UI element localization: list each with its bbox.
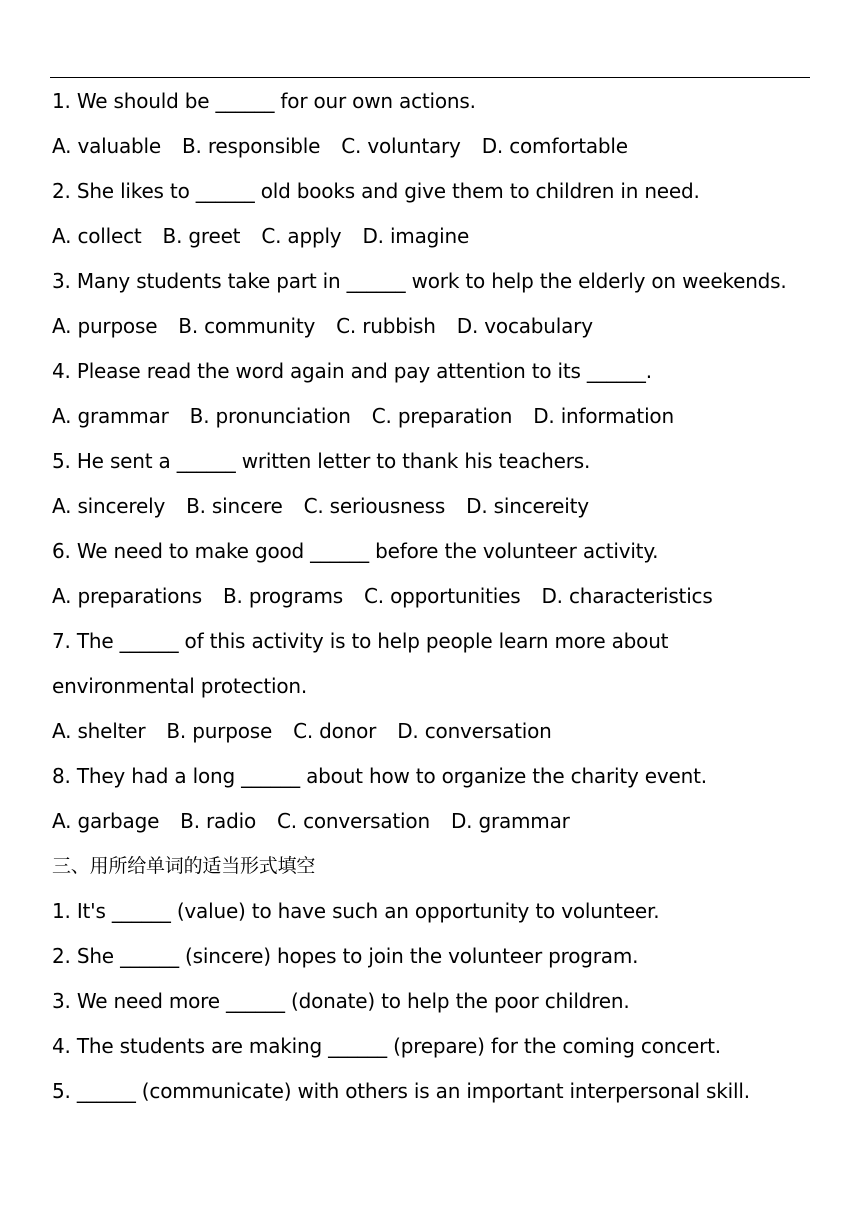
option-b: B. radio — [180, 809, 256, 833]
option-d: D. vocabulary — [456, 314, 593, 338]
option-a: A. valuable — [52, 134, 161, 158]
option-b: B. responsible — [181, 134, 321, 158]
question-options — [52, 574, 814, 619]
option-c: C. rubbish — [336, 314, 436, 338]
option-d: D. conversation — [397, 719, 552, 743]
option-c: C. donor — [293, 719, 377, 743]
question-stem: 2. She likes to ______ old books and give them to children in need. — [52, 179, 700, 203]
question-options — [52, 394, 814, 439]
option-a: A. shelter — [52, 719, 146, 743]
fill-blank-item: 3. We need more ______ (donate) to help the poor children. — [52, 989, 630, 1013]
option-a: A. purpose — [52, 314, 158, 338]
top-divider — [50, 77, 810, 78]
worksheet-content — [52, 79, 814, 1114]
fill-blank-item: 4. The students are making ______ (prepare) for the coming concert. — [52, 1034, 721, 1058]
option-c: C. apply — [261, 224, 342, 248]
option-a: A. preparations — [52, 584, 202, 608]
question-options — [52, 214, 814, 259]
question-options — [52, 799, 814, 844]
option-d: D. comfortable — [481, 134, 628, 158]
option-a: A. garbage — [52, 809, 160, 833]
option-c: C. preparation — [371, 404, 513, 428]
option-d: D. characteristics — [541, 584, 713, 608]
option-c: C. conversation — [276, 809, 430, 833]
question-options — [52, 304, 814, 349]
option-b: B. pronunciation — [189, 404, 351, 428]
option-d: D. information — [533, 404, 674, 428]
question-stem: 7. The ______ of this activity is to help people learn more about environmental protection. — [52, 629, 669, 698]
option-b: B. sincere — [186, 494, 283, 518]
question-stem: 6. We need to make good ______ before the volunteer activity. — [52, 539, 659, 563]
option-b: B. greet — [162, 224, 241, 248]
option-a: A. sincerely — [52, 494, 166, 518]
option-c: C. opportunities — [364, 584, 521, 608]
option-b: B. community — [178, 314, 316, 338]
question-options — [52, 124, 814, 169]
option-b: B. programs — [223, 584, 344, 608]
option-d: D. imagine — [362, 224, 470, 248]
option-c: C. seriousness — [303, 494, 446, 518]
option-a: A. grammar — [52, 404, 169, 428]
option-d: D. grammar — [450, 809, 570, 833]
section-heading: 三、用所给单词的适当形式填空 — [52, 855, 316, 877]
fill-blank-item: 1. It's ______ (value) to have such an opportunity to volunteer. — [52, 899, 660, 923]
fill-blank-item: 5. ______ (communicate) with others is an important interpersonal skill. — [52, 1079, 750, 1103]
option-a: A. collect — [52, 224, 142, 248]
fill-blank-item: 2. She ______ (sincere) hopes to join the volunteer program. — [52, 944, 639, 968]
question-options — [52, 484, 814, 529]
question-stem: 1. We should be ______ for our own actions. — [52, 89, 476, 113]
question-stem: 5. He sent a ______ written letter to thank his teachers. — [52, 449, 591, 473]
question-stem: 8. They had a long ______ about how to organize the charity event. — [52, 764, 707, 788]
question-stem: 3. Many students take part in ______ work to help the elderly on weekends. — [52, 269, 787, 293]
question-options — [52, 709, 814, 754]
option-d: D. sincereity — [466, 494, 589, 518]
question-stem: 4. Please read the word again and pay attention to its ______. — [52, 359, 652, 383]
option-c: C. voluntary — [341, 134, 461, 158]
option-b: B. purpose — [166, 719, 273, 743]
